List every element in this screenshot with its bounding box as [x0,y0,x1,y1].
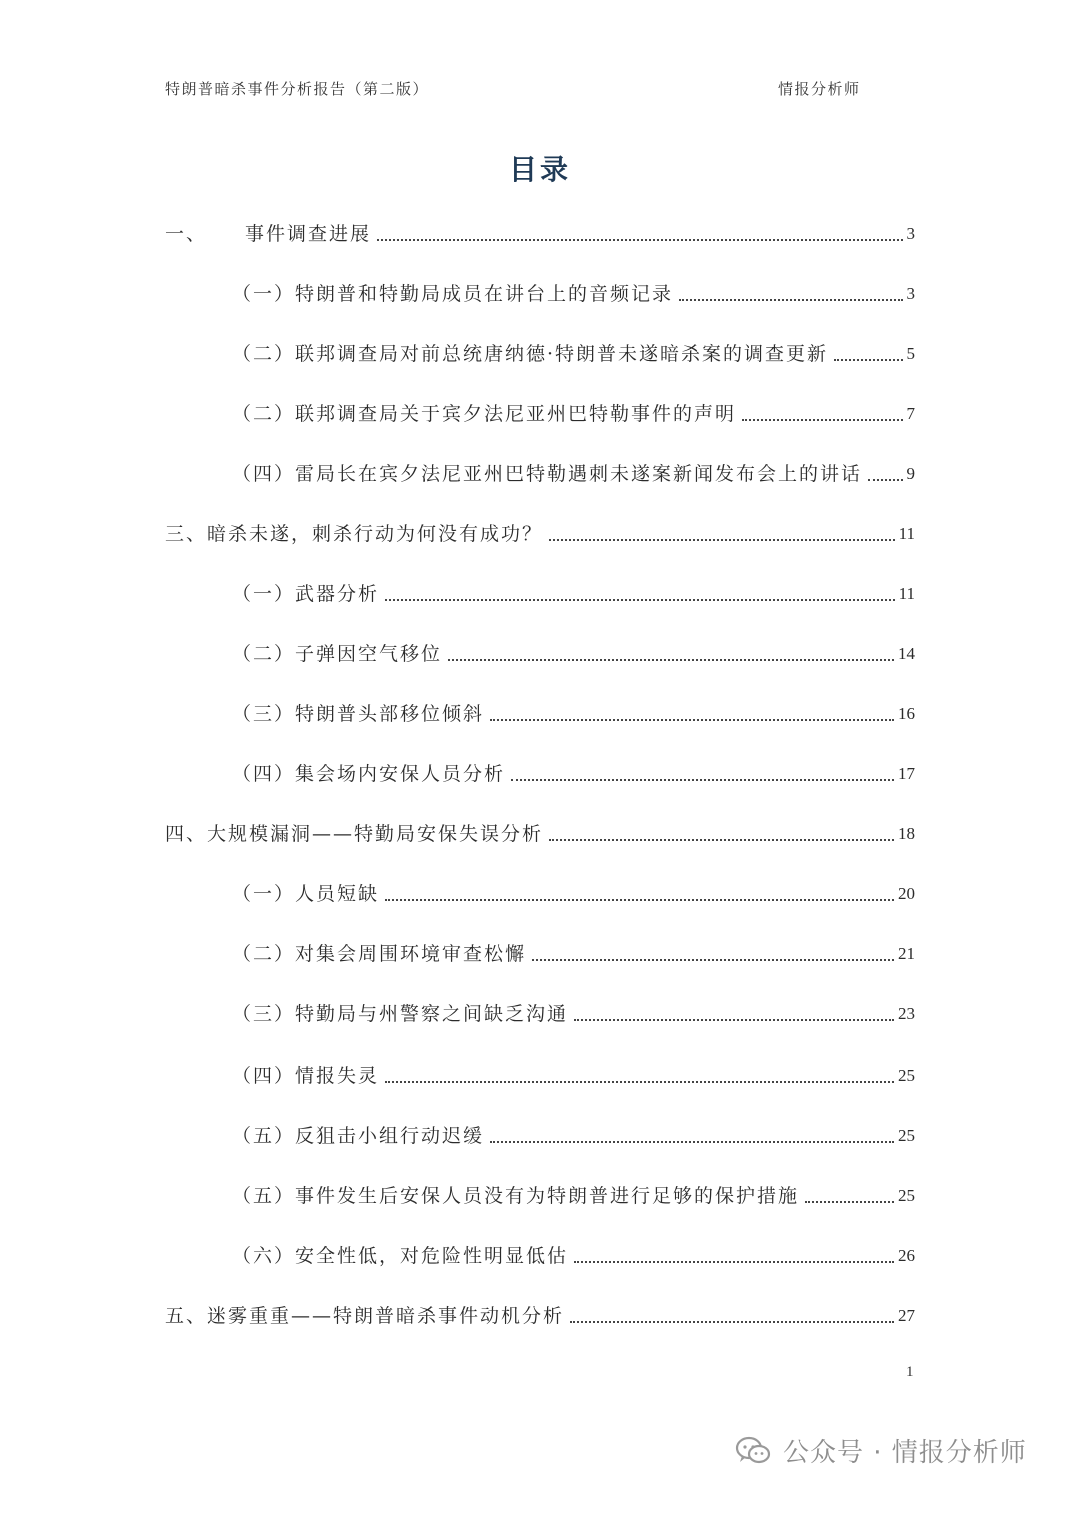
toc-entry-label: （一）人员短缺 [232,883,380,905]
toc-entry-text [232,1062,379,1090]
toc-entry[interactable] [165,1302,915,1330]
toc-dot-leader [490,1140,894,1143]
toc-entry-label: （四）集会场内安保人员分析 [232,763,506,785]
toc-entry[interactable] [165,820,915,848]
wechat-icon [735,1436,771,1466]
toc-page-number: 26 [898,1246,915,1265]
toc-entry-text [165,820,543,848]
toc-dot-leader [549,538,895,541]
toc-entry-label: （二）联邦调查局对前总统唐纳德·特朗普未遂暗杀案的调查更新 [232,343,829,365]
toc-dot-leader [377,238,902,241]
toc-entry[interactable] [165,520,915,548]
toc-entry-label: （一）特朗普和特勤局成员在讲台上的音频记录 [232,283,674,305]
toc-entry[interactable] [232,1242,915,1270]
toc-entry-label: 四、大规模漏洞——特勤局安保失误分析 [165,823,544,845]
toc-entry-text [232,340,828,368]
toc-page-number: 11 [898,524,915,543]
toc-page-number: 18 [898,824,915,843]
toc-entry-label: （三）特勤局与州警察之间缺乏沟通 [232,1003,569,1025]
toc-dot-leader [532,958,894,961]
toc-entry[interactable] [232,1122,915,1150]
toc-entry-label: （三）特朗普头部移位倾斜 [232,703,485,725]
toc-entry-text [165,220,371,248]
toc-page-number: 16 [898,704,915,723]
toc-entry-label: （四）情报失灵 [232,1065,380,1087]
toc-entry[interactable] [232,940,915,968]
toc-entry-text [232,700,484,728]
toc-entry-text [232,460,862,488]
toc-entry[interactable] [232,1062,915,1090]
toc-entry-label: （五）反狙击小组行动迟缓 [232,1125,485,1147]
toc-page-number: 17 [898,764,915,783]
toc-entry-text [232,760,505,788]
toc-dot-leader [385,1080,894,1083]
toc-entry-label: （六）安全性低，对危险性明显低估 [232,1245,569,1267]
toc-page-number: 9 [906,464,915,483]
toc-entry-text [232,640,442,668]
toc-dot-leader [490,718,894,721]
toc-entry[interactable] [232,460,915,488]
watermark [735,1432,1027,1469]
toc-dot-leader [570,1320,894,1323]
toc-entry[interactable] [232,1182,915,1210]
toc-dot-leader [574,1018,894,1021]
toc-page-number: 23 [898,1004,915,1023]
toc-page-number: 14 [898,644,915,663]
toc-dot-leader [511,778,894,781]
toc-page-number: 25 [898,1126,915,1145]
toc-entry-text [232,280,673,308]
toc-entry[interactable] [232,880,915,908]
toc-entry[interactable] [232,640,915,668]
toc-entry-text [232,1000,568,1028]
toc-page-number: 20 [898,884,915,903]
toc-dot-leader [385,898,894,901]
toc-entry-text [232,1182,799,1210]
toc-entry-text [232,400,736,428]
toc-entry[interactable] [232,340,915,368]
toc-entry-text [165,1302,564,1330]
toc-entry-text [232,940,526,968]
toc-entry-label: （二）子弹因空气移位 [232,643,443,665]
toc-entry-label: 三、暗杀未遂，刺杀行动为何没有成功？ [165,523,544,545]
toc-entry-label: （二）联邦调查局关于宾夕法尼亚州巴特勒事件的声明 [232,403,737,425]
toc-page-number: 3 [906,224,915,243]
toc-dot-leader [679,298,902,301]
toc-dot-leader [549,838,894,841]
toc-entry[interactable] [232,1000,915,1028]
toc-page-number: 27 [898,1306,915,1325]
toc-entry-label: 五、迷雾重重——特朗普暗杀事件动机分析 [165,1305,565,1327]
toc-entry-label: （五）事件发生后安保人员没有为特朗普进行足够的保护措施 [232,1185,800,1207]
toc-entry-text [232,1122,484,1150]
toc-dot-leader [834,358,902,361]
toc-entry[interactable] [232,580,915,608]
toc-entry[interactable] [232,700,915,728]
toc-dot-leader [868,478,902,481]
toc-entry-label: （四）雷局长在宾夕法尼亚州巴特勒遇刺未遂案新闻发布会上的讲话 [232,463,863,485]
toc-page-number: 3 [906,284,915,303]
page-number: 1 [906,1364,914,1380]
toc-entry-text [232,880,379,908]
toc-entry[interactable] [232,760,915,788]
toc-entry-text [232,1242,568,1270]
toc-page-number: 25 [898,1186,915,1205]
toc-entry-label: （二）对集会周围环境审查松懈 [232,943,527,965]
toc-entry[interactable] [165,220,915,248]
toc-dot-leader [574,1260,894,1263]
toc-page-number: 25 [898,1066,915,1085]
toc-entry-label: 事件调查进展 [245,223,372,245]
toc-page-number: 21 [898,944,915,963]
toc-dot-leader [742,418,902,421]
watermark-text: 公众号 · 情报分析师 [783,1438,1027,1468]
toc-entry-number: 一、 [165,223,208,245]
toc-page-number: 7 [906,404,915,423]
toc-entry[interactable] [232,400,915,428]
toc-page-number: 11 [898,584,915,603]
toc-dot-leader [448,658,894,661]
toc-title: 目录 [508,153,571,186]
toc-dot-leader [385,598,895,601]
header-author: 情报分析师 [778,80,861,98]
header-report-title: 特朗普暗杀事件分析报告（第二版） [165,80,430,98]
toc-entry-text [232,580,379,608]
toc-entry-label: （一）武器分析 [232,583,380,605]
toc-entry[interactable] [232,280,915,308]
toc-dot-leader [805,1200,894,1203]
toc-entry-text [165,520,543,548]
toc-page-number: 5 [906,344,915,363]
